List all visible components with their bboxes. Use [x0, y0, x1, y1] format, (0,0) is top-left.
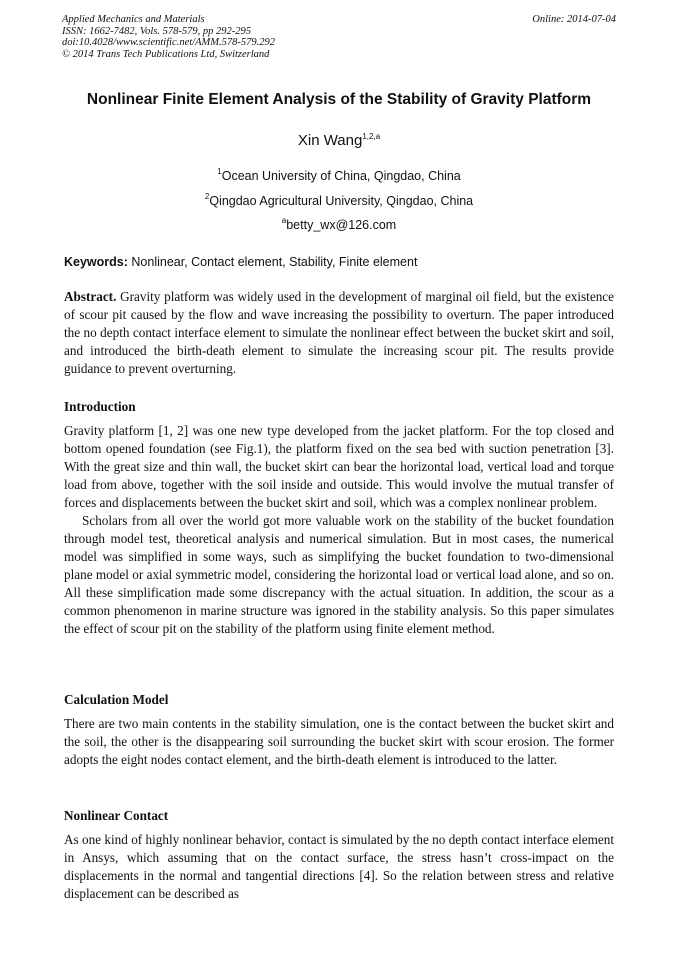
- calculation-body: [64, 715, 614, 769]
- author-name: Xin Wang: [297, 132, 363, 149]
- online-date: Online: 2014-07-04: [532, 14, 616, 25]
- keywords: [64, 255, 614, 269]
- affiliation-sup: 1: [217, 167, 222, 176]
- affiliation-1: [0, 167, 678, 183]
- contact-body: [64, 831, 614, 903]
- journal-header: [62, 14, 616, 60]
- introduction-body: [64, 422, 614, 638]
- heading-introduction: Introduction: [64, 399, 136, 414]
- keywords-text: Nonlinear, Contact element, Stability, Finite element: [131, 255, 418, 269]
- doi: doi:10.4028/www.scientific.net/AMM.578-579.292: [62, 37, 275, 48]
- heading-calculation-model: Calculation Model: [64, 692, 169, 707]
- abstract: [64, 288, 614, 378]
- author-sup: 1,2,a: [362, 132, 381, 141]
- paper-title: Nonlinear Finite Element Analysis of the Stability of Gravity Platform: [86, 91, 592, 108]
- paragraph: Gravity platform [1, 2] was one new type developed from the jacket platform. For the top closed and bottom opened foundation (see Fig.1), the platform fixed on the sea bed with suction penetration [3]. With the great size and thin wall, the bucket skirt can bear the horizontal load, vertical load and torque load from above, together with the soil inside and outside. This would involve the mutual transfer of forces and displacements between the bucket skirt and soil, which was a complex nonlinear problem.: [64, 423, 614, 510]
- issn: ISSN: 1662-7482, Vols. 578-579, pp 292-295: [62, 25, 251, 37]
- affiliation-text: betty_wx@126.com: [286, 218, 397, 232]
- affiliation-sup: 2: [204, 192, 210, 201]
- copyright: © 2014 Trans Tech Publications Ltd, Switzerland: [62, 48, 270, 60]
- journal-name: Applied Mechanics and Materials: [62, 14, 205, 25]
- paragraph: As one kind of highly nonlinear behavior, contact is simulated by the no depth contact interface element in Ansys, which assuming that on the contact surface, the stress hasn’t cross-impact on the displacements in the normal and tangential directions [4]. So the relation between stress and relative displacement can be described as: [64, 832, 614, 901]
- paragraph: There are two main contents in the stability simulation, one is the contact between the bucket skirt and the soil, the other is the disappearing soil surrounding the bucket skirt with scour erosion. The former adopts the eight nodes contact element, and the birth-death element is introduced to the latter.: [64, 716, 614, 767]
- author-email: [0, 216, 678, 232]
- heading-nonlinear-contact: Nonlinear Contact: [64, 808, 169, 823]
- paragraph: Scholars from all over the world got more valuable work on the stability of the bucket foundation through model test, theoretical analysis and numerical simulation. But in most cases, the numerical model was simplified in some ways, such as simplifying the bucket foundation to two-dimensional plane model or axial symmetric model, considering the horizontal load or vertical load alone, and so on. All these simplification made some discrepancy with the actual situation. In addition, the scour as a common phenomenon in marine structure was ignored in the stability analysis. So this paper simulates the effect of scour pit on the stability of the platform using finite element method.: [64, 513, 614, 636]
- affiliation-text: Ocean University of China, Qingdao, China: [221, 169, 461, 183]
- affiliation-text: Qingdao Agricultural University, Qingdao, China: [209, 194, 474, 208]
- abstract-text: Gravity platform was widely used in the development of marginal oil field, but the existence of scour pit caused by the flow and wave increasing the possibility to overturn. The paper introduced the no depth contact interface element to simulate the nonlinear effect between the bucket skirt and soil, and introduced the birth-death element to simulate the increasing scour pit. The results provide guidance to prevent overturning.: [64, 289, 615, 376]
- affiliation-sup: a: [281, 216, 287, 225]
- author: [0, 132, 678, 149]
- keywords-label: Keywords:: [64, 255, 128, 269]
- affiliation-2: [0, 192, 678, 208]
- abstract-label: Abstract.: [64, 289, 117, 304]
